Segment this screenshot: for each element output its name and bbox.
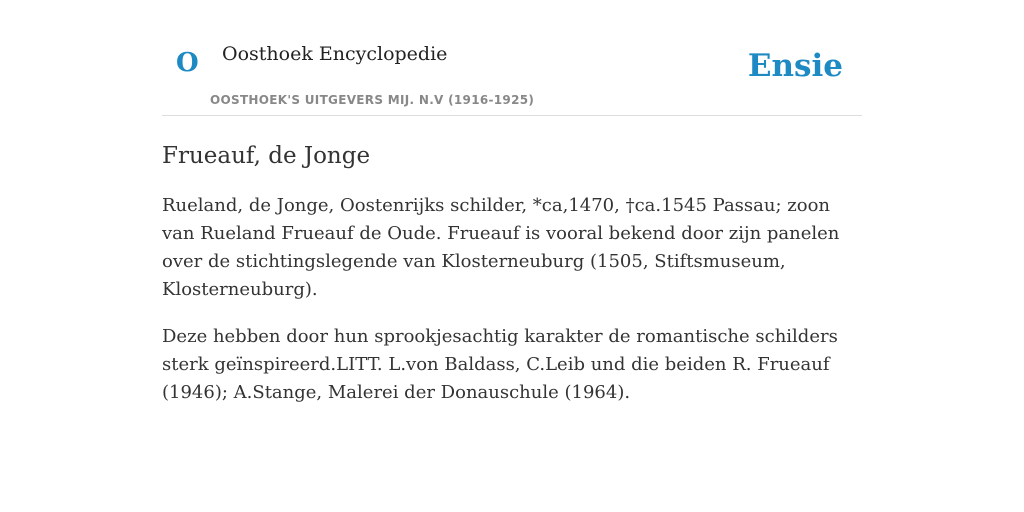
book-title[interactable]: Oosthoek Encyclopedie bbox=[222, 43, 448, 65]
page bbox=[162, 0, 862, 407]
entry-title: Frueauf, de Jonge bbox=[162, 143, 371, 169]
logo-icon[interactable]: O bbox=[176, 48, 199, 78]
site-header bbox=[162, 0, 862, 116]
publisher-label: OOSTHOEK'S UITGEVERS MIJ. N.V (1916-1925) bbox=[210, 93, 535, 107]
brand-logo[interactable]: Ensie bbox=[747, 48, 843, 84]
entry-paragraph: Deze hebben door hun sprookjesachtig karakter de romantische schilders sterk geïnspireerd.LITT. L.von Baldass, C.Leib und die beiden R. Frueauf (1946); A.Stange, Malerei der Donauschule (1964). bbox=[162, 326, 838, 403]
entry-paragraph: Rueland, de Jonge, Oostenrijks schilder, *ca,1470, †ca.1545 Passau; zoon van Rueland Frueauf de Oude. Frueauf is vooral bekend door zijn panelen over de stichtingslegende van Klosterneuburg (1505, Stiftsmuseum, Klosterneuburg). bbox=[162, 195, 840, 300]
